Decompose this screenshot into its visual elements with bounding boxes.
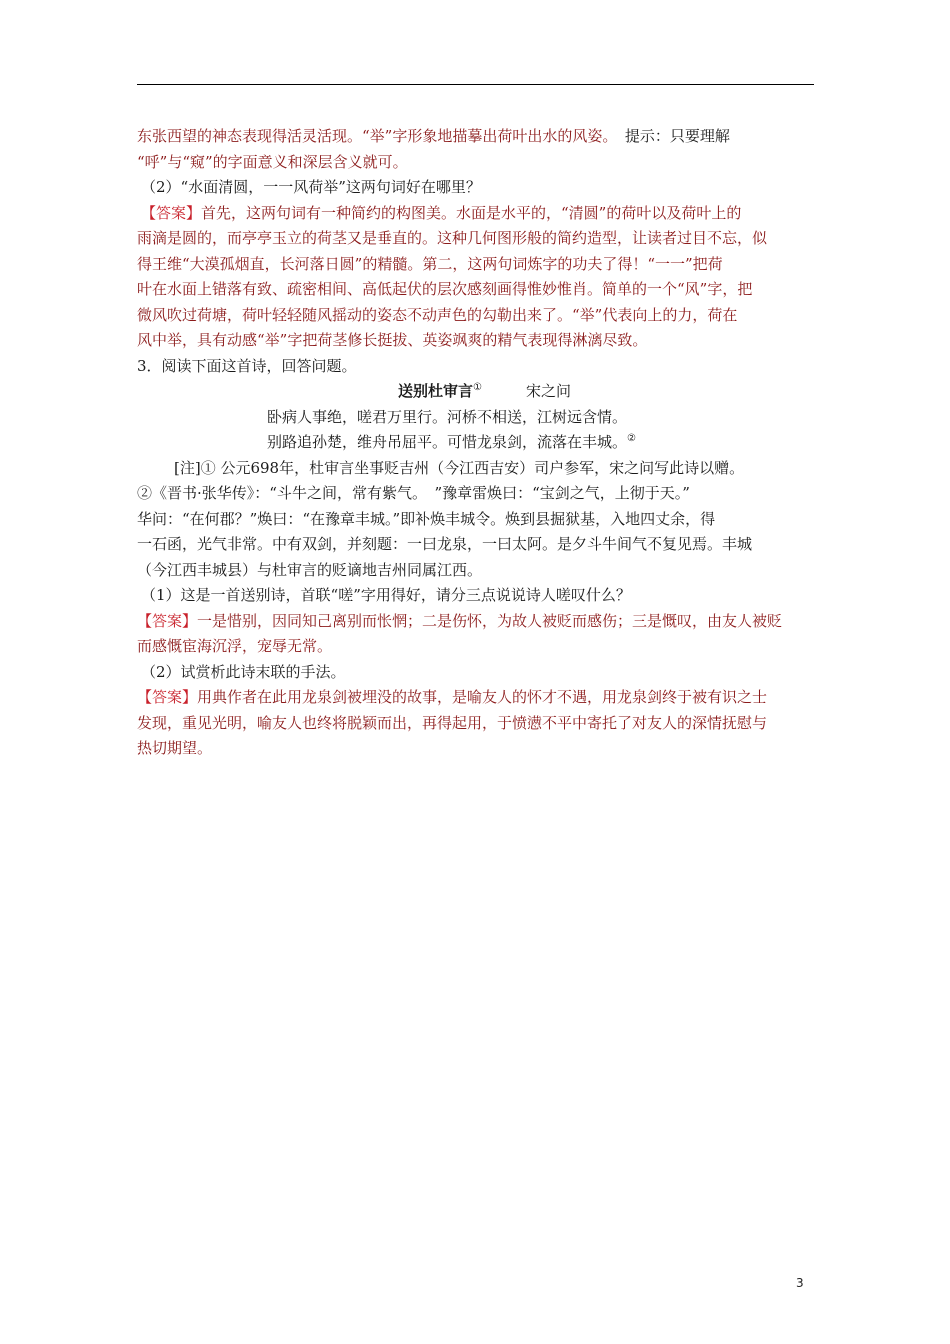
answer-tag: 【答案】 (141, 203, 202, 222)
answer-tag: 【答案】 (137, 611, 198, 630)
answer-line: 叶在水面上错落有致、疏密相间、高低起伏的层次感刻画得惟妙惟肖。简单的一个“风”字，把 (137, 280, 753, 298)
answer-line: 得王维“大漠孤烟直，长河落日圆”的精髓。第二，这两句词炼字的功夫了得！“一一”把荷 (137, 254, 723, 273)
verse-text: 别路追孙楚，维舟吊屈平。可惜龙泉剑，流落在丰城。 (267, 433, 628, 451)
answer-text: 一是惜别，因同知己离别而怅惘；二是伤怀，为故人被贬而感伤；三是慨叹，由友人被贬 (197, 611, 783, 630)
note-line: 华问：“在何郡？”焕曰：“在豫章丰城。”即补焕丰城令。焕到县掘狱基，入地四丈余，得 (137, 509, 716, 528)
answer-line: 微风吹过荷塘，荷叶轻轻随风摇动的姿态不动声色的勾勒出来了。“举”代表向上的力，荷在 (137, 305, 738, 324)
question-3-2: （2）试赏析此诗末联的手法。 (141, 662, 346, 681)
note-line: ②《晋书·张华传》：“斗牛之间，常有紫气。 ”豫章雷焕曰：“宝剑之气，上彻于天。” (137, 484, 690, 502)
text-line (137, 124, 814, 150)
answer-line (137, 609, 814, 635)
footnote-mark: ② (627, 433, 636, 444)
page-number: 3 (796, 1276, 804, 1290)
poem-verse (137, 430, 814, 456)
question-3-1: （1）这是一首送别诗，首联“嗟”字用得好，请分三点说说诗人嗟叹什么？ (141, 586, 631, 604)
question-2: （2）“水面清圆，一一风荷举”这两句词好在哪里？ (141, 178, 481, 196)
poem-title-line (137, 379, 814, 405)
note-line: [注]① 公元698年，杜审言坐事贬吉州（今江西吉安）司户参军，宋之问写此诗以赠。 (174, 458, 745, 477)
note-line: （今江西丰城县）与杜审言的贬谪地吉州同属江西。 (137, 560, 483, 579)
hint-text: 提示：只要理解 (624, 127, 730, 145)
footnote-mark: ① (473, 382, 482, 393)
poem-author: 宋之问 (525, 382, 571, 400)
poem-title: 送别杜审言 (398, 382, 474, 400)
section-3-prompt: 3．阅读下面这首诗，回答问题。 (137, 356, 357, 375)
answer-line: 雨滴是圆的，而亭亭玉立的荷茎又是垂直的。这种几何图形般的简约造型，让读者过目不忘，似 (137, 229, 768, 247)
note-line: 一石函，光气非常。中有双剑，并刻题：一曰龙泉，一曰太阿。是夕斗牛间气不复见焉。丰城 (137, 535, 753, 553)
answer-text: 首先，这两句词有一种简约的构图美。水面是水平的，“清圆”的荷叶以及荷叶上的 (201, 203, 742, 222)
answer-line: 风中举，具有动感“举”字把荷茎修长挺拔、英姿飒爽的精气表现得淋漓尽致。 (137, 331, 648, 349)
header-rule (137, 84, 814, 85)
text-line: “呼”与“窥”的字面意义和深层含义就可。 (137, 152, 408, 171)
text-span: 东张西望的神态表现得活灵活现。“举”字形象地描摹出荷叶出水的风姿。 (137, 127, 610, 145)
poem-verse: 卧病人事绝，嗟君万里行。河桥不相送，江树远含情。 (267, 407, 628, 426)
answer-text: 用典作者在此用龙泉剑被埋没的故事，是喻友人的怀才不遇，用龙泉剑终于被有识之士 (197, 688, 768, 706)
answer-tag: 【答案】 (137, 688, 198, 706)
answer-line (137, 201, 814, 227)
answer-line (137, 685, 814, 711)
answer-line: 热切期望。 (137, 739, 213, 757)
document-body (137, 124, 814, 762)
answer-line: 发现，重见光明，喻友人也终将脱颖而出，再得起用，于愤懑不平中寄托了对友人的深情抚慰与 (137, 713, 768, 732)
answer-line: 而感慨宦海沉浮，宠辱无常。 (137, 637, 333, 655)
